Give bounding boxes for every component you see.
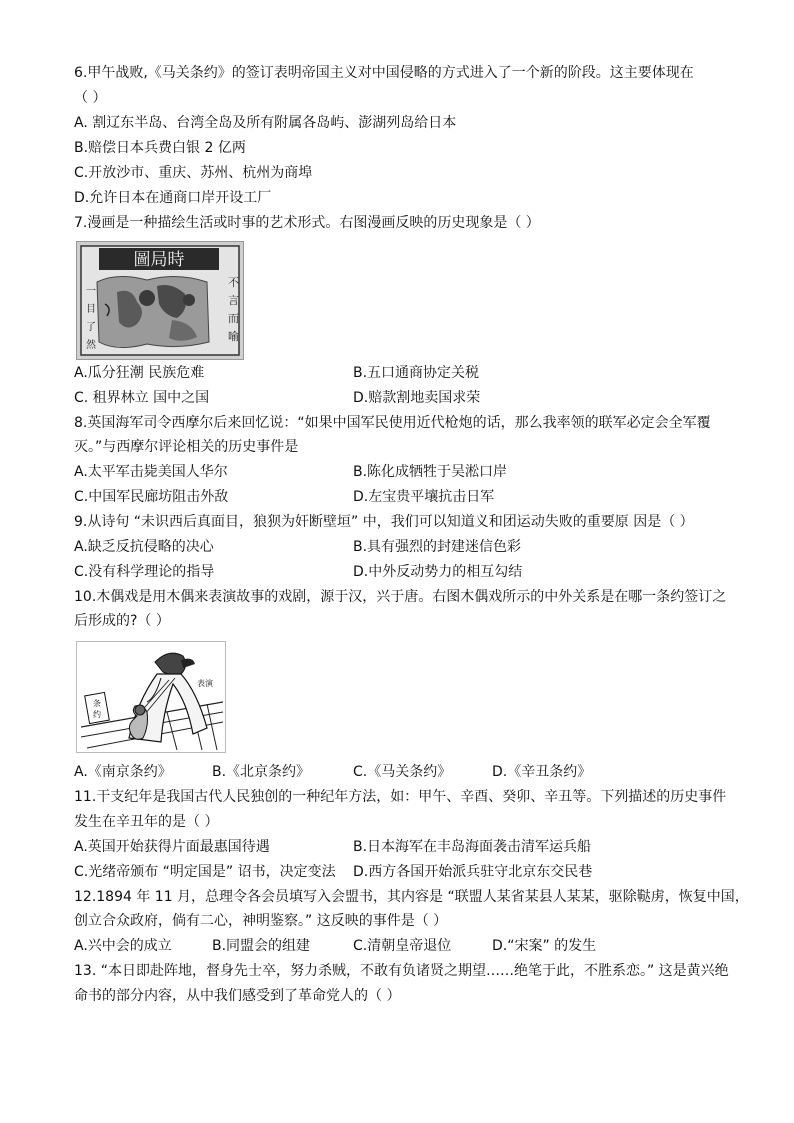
q10-puppet-picture <box>76 641 226 753</box>
q10-stem-line2: 后形成的?（ ） <box>74 613 170 629</box>
q8-option-b: B.陈化成牺牲于吴淞口岸 <box>353 464 508 480</box>
q6-option-d: D.允许日本在通商口岸开设工厂 <box>74 190 272 206</box>
q9-option-a: A.缺乏反抗侵略的决心 <box>74 539 214 555</box>
q7-cartoon-title: 圖局時 <box>133 250 185 270</box>
q12-stem-line2: 创立合众政府，倘有二心，神明鉴察。” 这反映的事件是（ ） <box>74 913 448 929</box>
q7-cartoon-right-char-3: 而 <box>228 312 239 325</box>
q10-label-perform: 表演 <box>197 679 213 688</box>
q9-option-c: C.没有科学理论的指导 <box>74 564 215 580</box>
q6-option-b: B.赔偿日本兵费白银 2 亿两 <box>74 140 246 156</box>
q12-option-d: D.“宋案” 的发生 <box>492 938 597 954</box>
q11-option-c: C.光绪帝颁布 “明定国是” 诏书，决定变法 <box>74 864 336 880</box>
q7-cartoon-drawing <box>77 242 243 359</box>
q7-option-b: B.五口通商协定关税 <box>353 365 480 381</box>
q7-stem: 7.漫画是一种描绘生活或时事的艺术形式。右图漫画反映的历史现象是（ ） <box>74 215 540 231</box>
q10-puppet-drawing <box>77 642 225 752</box>
q6-option-a: A. 割辽东半岛、台湾全岛及所有附属各岛屿、澎湖列岛给日本 <box>74 115 457 131</box>
q11-option-b: B.日本海军在丰岛海面袭击清军运兵船 <box>353 839 592 855</box>
q10-option-d: D.《辛丑条约》 <box>492 764 592 780</box>
q11-stem-line2: 发生在辛丑年的是（ ） <box>74 814 219 830</box>
q8-stem-line2: 灭。”与西摩尔评论相关的历史事件是 <box>74 439 299 455</box>
q7-cartoon-left-char-3: 了 <box>86 322 96 333</box>
q12-option-b: B.同盟会的组建 <box>212 938 311 954</box>
q7-cartoon-left-char-2: 目 <box>86 304 96 315</box>
q10-label-treaty-char-2: 约 <box>93 710 101 719</box>
q7-option-c: C. 租界林立 国中之国 <box>74 390 210 406</box>
q6-stem-line2: （ ） <box>74 90 107 106</box>
q6-option-c: C.开放沙市、重庆、苏州、杭州为商埠 <box>74 165 313 181</box>
q9-stem: 9.从诗句 “未识西后真面目，狼狈为奸断壁垣” 中，我们可以知道义和团运动失败的重要原 因是（ ） <box>74 514 694 530</box>
q7-option-d: D.赔款割地卖国求荣 <box>353 390 481 406</box>
q8-option-a: A.太平军击毙美国人华尔 <box>74 464 228 480</box>
q9-option-b: B.具有强烈的封建迷信色彩 <box>353 539 522 555</box>
q10-option-a: A.《南京条约》 <box>74 764 172 780</box>
q10-option-c: C.《马关条约》 <box>353 764 452 780</box>
q10-label-treaty-char-1: 条 <box>93 699 101 708</box>
q8-stem-line1: 8.英国海军司令西摩尔后来回忆说：“如果中国军民使用近代枪炮的话，那么我率领的联军必定会全军覆 <box>74 415 711 431</box>
q7-cartoon-right-char-4: 喻 <box>228 330 239 343</box>
q7-cartoon-left-char-1: 一 <box>86 286 96 297</box>
q11-stem-line1: 11.干支纪年是我国古代人民独创的一种纪年方法，如：甲午、辛酉、癸卯、辛丑等。下列描述的历史事件 <box>74 789 727 805</box>
q12-option-a: A.兴中会的成立 <box>74 938 172 954</box>
q6-stem-line1: 6.甲午战败,《马关条约》的签订表明帝国主义对中国侵略的方式进入了一个新的阶段。这主要体现在 <box>74 65 694 81</box>
q12-stem-line1: 12.1894 年 11 月，总理令各会员填写入会盟书，其内容是 “联盟人某省某县人某某，驱除鞑虏，恢复中国， <box>74 889 749 905</box>
q8-option-c: C.中国军民廊坊阻击外敌 <box>74 489 229 505</box>
q12-option-c: C.清朝皇帝退位 <box>353 938 452 954</box>
q7-cartoon-left-char-4: 然 <box>86 340 96 351</box>
q11-option-d: D.西方各国开始派兵驻守北京东交民巷 <box>353 864 593 880</box>
q10-stem-line1: 10.木偶戏是用木偶来表演故事的戏剧，源于汉，兴于唐。右图木偶戏所示的中外关系是在哪一条约签订之 <box>74 589 727 605</box>
q10-option-b: B.《北京条约》 <box>212 764 311 780</box>
q11-option-a: A.英国开始获得片面最惠国待遇 <box>74 839 270 855</box>
q7-option-a: A.瓜分狂潮 民族危难 <box>74 365 205 381</box>
q8-option-d: D.左宝贵平壤抗击日军 <box>353 489 495 505</box>
q13-stem-line2: 命书的部分内容，从中我们感受到了革命党人的（ ） <box>74 988 401 1004</box>
q7-cartoon-right-char-2: 言 <box>228 294 239 307</box>
q7-cartoon-right-char-1: 不 <box>228 276 239 289</box>
q13-stem-line1: 13. “本日即赴阵地，督身先士卒，努力杀贼，不敢有负诸贤之期望……绝笔于此，不胜系恋。” 这是黄兴绝 <box>74 963 729 979</box>
q7-cartoon <box>76 241 244 360</box>
q9-option-d: D.中外反动势力的相互勾结 <box>353 564 523 580</box>
